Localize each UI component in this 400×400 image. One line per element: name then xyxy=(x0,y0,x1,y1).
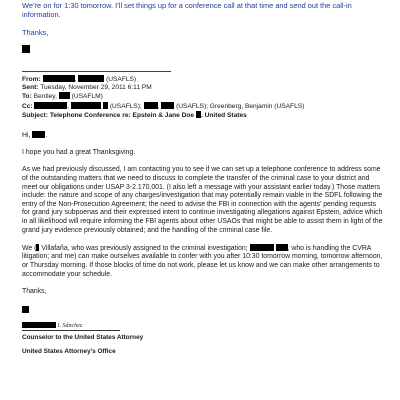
redaction-block xyxy=(250,244,274,251)
email-body xyxy=(22,131,386,296)
to-value-post: (USAFLM) xyxy=(71,93,103,101)
redaction-block xyxy=(36,244,39,251)
redaction-block xyxy=(34,102,67,109)
sent-value: Tuesday, November 29, 2011 6:11 PM xyxy=(40,84,152,92)
sent-label: Sent: xyxy=(22,84,39,92)
redaction-block xyxy=(32,131,45,138)
closing-thanks: Thanks, xyxy=(22,287,47,295)
redaction-block xyxy=(78,75,104,82)
subject-value-pre: Telephone Conference re: Epstein & Jane Doe xyxy=(49,111,195,119)
message-divider xyxy=(22,71,171,72)
redaction-block xyxy=(59,92,70,99)
redaction-block xyxy=(276,244,288,251)
subject-value-post: United States xyxy=(204,111,247,119)
cc-value-2: (USAFLS); Greenberg, Benjamin (USAFLS) xyxy=(176,102,305,110)
to-label: To: xyxy=(22,93,32,101)
header-subject: Subject: Telephone Conference re: Epstein & Jane Doe . United States xyxy=(22,111,247,119)
subject-label: Subject: xyxy=(22,111,49,119)
signature-rule xyxy=(22,330,120,331)
redaction-block xyxy=(103,102,108,109)
to-value-pre: Bentley, xyxy=(33,93,57,101)
signature-name-text: I. Sánchez xyxy=(57,323,83,330)
header-to xyxy=(22,92,386,101)
redaction-block xyxy=(22,322,56,328)
header-sent xyxy=(22,84,386,92)
email-header xyxy=(22,75,386,120)
signature-name xyxy=(22,322,386,330)
from-label: From: xyxy=(22,76,41,83)
cc-label: Cc: xyxy=(22,102,33,110)
availability-text-a: We ( xyxy=(22,244,37,252)
header-from: From: , (USAFLS) xyxy=(22,76,137,83)
reply-thanks: Thanks, xyxy=(22,28,49,37)
header-cc: Cc: , (USAFLS); , (USAFLS); Greenberg, Benjamin (USAFLS) xyxy=(22,102,305,110)
redaction-block xyxy=(144,102,158,109)
paragraph-availability xyxy=(22,244,386,279)
signature-office: United States Attorney’s Office xyxy=(22,348,116,356)
redaction-block xyxy=(43,75,75,82)
greeting-text: Hi, xyxy=(22,132,31,140)
reply-text: We’re on for 1:30 tomorrow. I’ll set things up for a conference call at that time and send out the call-in information. xyxy=(22,1,352,19)
signature-title: Counselor to the United States Attorney xyxy=(22,334,144,342)
redaction-block xyxy=(71,102,101,109)
paragraph-matters: As we had previously discussed, I am contacting you to see if we can set up a telephone conference to address some of the outstanding matters that we need to discuss to complete the transfer of the criminal case to your district and meet our obligations under USAP 3-2.170.001. (I also left a message with your assistant earlier today.) Those matters include: the nature and scope of any charges/investigation that may potentially remain viable in the SDFL following the entry of the Non-Prosecution Agreement; the need to advise the FBI in connection with the agents’ pending requests for grand jury subpoenas and their expressed intent to continue investigating allegations against Epstein, advice which in all likelihood will require informing the FBI agents about other USAOs that might be able to assist them in light of the grand jury evidence previously obtained; and the handling of the criminal case file. xyxy=(22,166,383,234)
greeting-line: Hi, . xyxy=(22,132,48,140)
from-value: (USAFLS) xyxy=(106,76,137,83)
paragraph-thanksgiving: I hope you had a great Thanksgiving. xyxy=(22,149,136,157)
redaction-block xyxy=(22,45,30,53)
availability-text-b: Villafaña, who was previously assigned to the criminal investigation; xyxy=(41,244,248,252)
cc-value-1: (USAFLS); xyxy=(109,102,142,110)
availability-text-c: , who is handling the CVRA litigation; and me) can make ourselves available to confer with you after 10:30 tomorrow morning, tomorrow afternoon, or Thursday morning. If those blocks of time do not work, please let us know and we can make other arrangements to accommodate your schedule. xyxy=(22,244,383,278)
redaction-block xyxy=(161,102,174,109)
reply-message xyxy=(22,1,386,37)
redaction-block xyxy=(22,306,29,313)
